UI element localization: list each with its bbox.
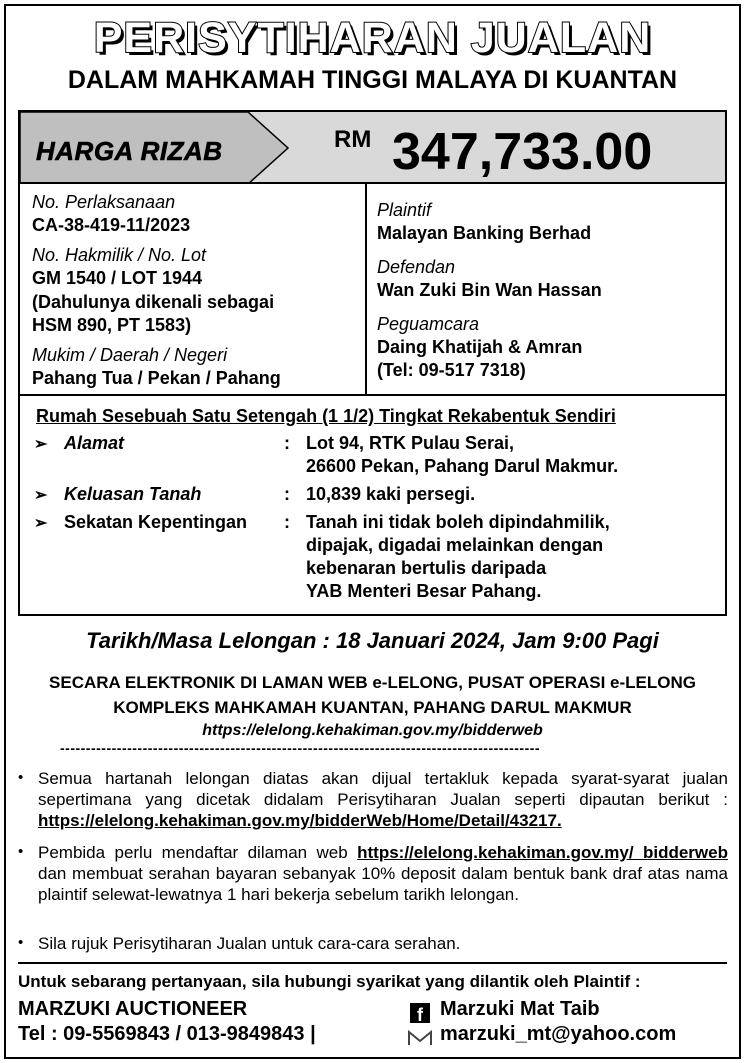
court-subtitle: DALAM MAHKAMAH TINGGI MALAYA DI KUANTAN (67, 66, 678, 94)
case-details-box (18, 182, 727, 396)
dashed-separator: --------------------------------------------------------------------------------------------- (60, 740, 541, 756)
note-registration-post: dan membuat serahan bayaran sebanyak 10% deposit dalam bentuk bank draf atas nama plaintif selewat-lewatnya 1 hari bekerja sebelum tarikh lelongan. (38, 864, 728, 904)
note-conditions-text: Semua hartanah lelongan diatas akan dijual tertakluk kepada syarat-syarat jualan sepertimana yang dicetak didalam Perisytiharan Jualan seperti dipautan berikut : (38, 769, 728, 809)
auction-datetime: Tarikh/Masa Lelongan : 18 Januari 2024, Jam 9:00 Pagi (86, 628, 659, 653)
arrow-bullet-icon: ➢ (34, 515, 48, 532)
lawyer-label: Peguamcara (377, 314, 480, 334)
execution-no-label: No. Perlaksanaan (32, 192, 176, 212)
note-registration-pre: Pembida perlu mendaftar dilaman web (38, 843, 348, 862)
note-refer: Sila rujuk Perisytiharan Jualan untuk cara-cara serahan. (38, 934, 461, 953)
reserve-price-amount: 347,733.00 (392, 123, 653, 181)
currency-label: RM (334, 126, 372, 153)
lawyer-tel: (Tel: 09-517 7318) (377, 360, 526, 380)
bullet-icon: • (18, 843, 24, 860)
bullet-icon: • (18, 769, 24, 786)
title-no-former-value: HSM 890, PT 1583) (32, 315, 192, 335)
execution-no-value: CA-38-419-11/2023 (32, 215, 191, 235)
auctioneer-name: MARZUKI AUCTIONEER (18, 998, 248, 1020)
auction-url-link[interactable]: https://elelong.kehakiman.gov.my/bidderweb (202, 722, 543, 739)
title-no-formerly: (Dahulunya dikenali sebagai (32, 292, 275, 312)
address-line-1: Lot 94, RTK Pulau Serai, (306, 433, 515, 453)
title-no-label: No. Hakmilik / No. Lot (32, 245, 207, 265)
defendant-label: Defendan (377, 257, 456, 277)
note-registration (38, 842, 728, 905)
plaintiff-value: Malayan Banking Berhad (377, 223, 592, 243)
restriction-line-4: YAB Menteri Besar Pahang. (306, 581, 542, 601)
plaintiff-label: Plaintif (377, 200, 432, 220)
arrow-bullet-icon: ➢ (34, 436, 48, 453)
contact-intro: Untuk sebarang pertanyaan, sila hubungi syarikat yang dilantik oleh Plaintif : (18, 972, 641, 991)
land-area-label: Keluasan Tanah (64, 484, 202, 504)
address-label: Alamat (64, 433, 125, 453)
land-area-value: 10,839 kaki persegi. (306, 484, 476, 504)
arrow-bullet-icon: ➢ (34, 487, 48, 504)
note-conditions (38, 768, 728, 831)
column-divider (365, 184, 367, 396)
bidder-registration-link[interactable]: https://elelong.kehakiman.gov.my/ bidderweb (357, 843, 728, 862)
footer-divider (18, 962, 727, 964)
address-line-2: 26600 Pekan, Pahang Darul Makmur. (306, 456, 619, 476)
defendant-value: Wan Zuki Bin Wan Hassan (377, 280, 602, 300)
location-label: Mukim / Daerah / Negeri (32, 345, 228, 365)
auction-venue-line-1: SECARA ELEKTRONIK DI LAMAN WEB e-LELONG, PUSAT OPERASI e-LELONG (49, 673, 696, 692)
reserve-price-label: HARGA RIZAB (36, 136, 223, 166)
auction-venue-line-2: KOMPLEKS MAHKAMAH KUANTAN, PAHANG DARUL MAKMUR (113, 698, 632, 717)
address-colon: : (284, 433, 290, 453)
auctioneer-tel: Tel : 09-5569843 / 013-9849843 | (18, 1023, 316, 1045)
land-area-colon: : (284, 484, 290, 504)
notice-title: PERISYTIHARAN JUALAN (93, 14, 652, 62)
facebook-icon: f (410, 1003, 430, 1023)
property-type: Rumah Sesebuah Satu Setengah (1 1/2) Tingkat Rekabentuk Sendiri (36, 406, 616, 426)
location-value: Pahang Tua / Pekan / Pahang (32, 368, 281, 388)
title-no-value: GM 1540 / LOT 1944 (32, 268, 203, 288)
sale-proclamation-link[interactable]: https://elelong.kehakiman.gov.my/bidderWeb/Home/Detail/43217. (38, 811, 562, 830)
restriction-label: Sekatan Kepentingan (64, 512, 248, 532)
bullet-icon: • (18, 934, 24, 951)
reserve-price-banner (18, 110, 727, 184)
property-details-box (18, 396, 727, 616)
mail-icon (408, 1030, 432, 1046)
restriction-line-1: Tanah ini tidak boleh dipindahmilik, (306, 512, 610, 532)
restriction-line-3: kebenaran bertulis daripada (306, 558, 547, 578)
email-address[interactable]: marzuki_mt@yahoo.com (440, 1023, 677, 1045)
restriction-line-2: dipajak, digadai melainkan dengan (306, 535, 604, 555)
restriction-colon: : (284, 512, 290, 532)
lawyer-value: Daing Khatijah & Amran (377, 337, 583, 357)
facebook-name: Marzuki Mat Taib (440, 998, 600, 1020)
